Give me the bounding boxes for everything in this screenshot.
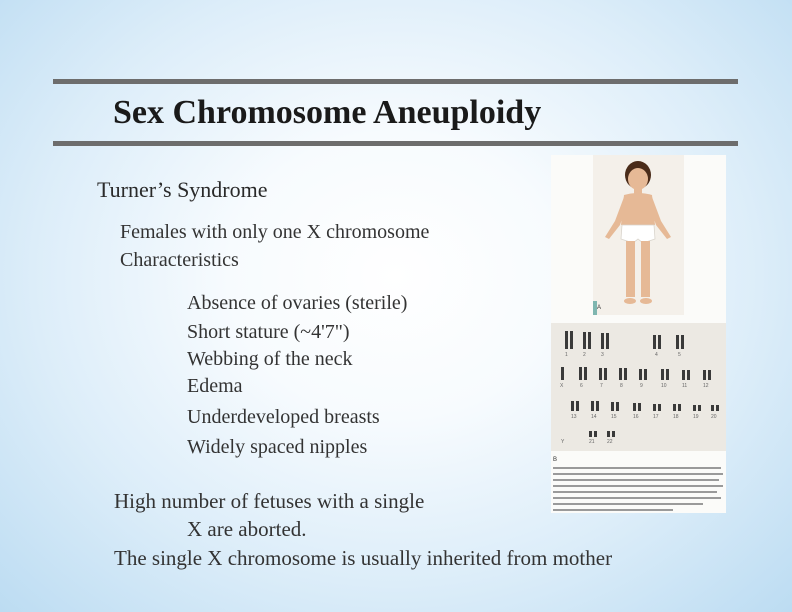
chromosome-label: 6 bbox=[580, 383, 583, 389]
caption-text-lines bbox=[551, 463, 726, 513]
chromosome-label: 12 bbox=[703, 383, 709, 389]
figure-caption bbox=[551, 455, 726, 513]
chromosome-label: 20 bbox=[711, 414, 717, 420]
chromosome-label: X bbox=[560, 383, 564, 389]
panel-a-label: A bbox=[597, 305, 602, 311]
chromosome-label: 18 bbox=[673, 414, 679, 420]
chromosome-label: 2 bbox=[583, 352, 586, 358]
title-rule-top bbox=[53, 79, 738, 84]
karyotype-image bbox=[551, 323, 726, 451]
chromosome-label: 19 bbox=[693, 414, 699, 420]
bullet-level2-1: Females with only one X chromosome bbox=[120, 221, 430, 243]
chromosome-label: 10 bbox=[661, 383, 667, 389]
chromosome-label: 9 bbox=[640, 383, 643, 389]
bullet-level2-2: Characteristics bbox=[120, 249, 239, 271]
turner-figure bbox=[551, 155, 726, 513]
chromosome-label: 4 bbox=[655, 352, 658, 358]
chromosome-label: 22 bbox=[607, 439, 613, 445]
characteristic-item: Edema bbox=[187, 375, 243, 397]
characteristic-item: Underdeveloped breasts bbox=[187, 406, 380, 428]
characteristic-item: Widely spaced nipples bbox=[187, 436, 368, 458]
panel-b-label: B bbox=[553, 457, 558, 463]
karyotype-chart bbox=[551, 323, 726, 451]
chromosome-label: 8 bbox=[620, 383, 623, 389]
chromosome-label: 11 bbox=[682, 383, 688, 389]
slide-title: Sex Chromosome Aneuploidy bbox=[113, 94, 542, 131]
characteristic-item: Webbing of the neck bbox=[187, 348, 353, 370]
patient-illustration bbox=[593, 155, 684, 315]
chromosome-label: 14 bbox=[591, 414, 597, 420]
chromosome-label: 16 bbox=[633, 414, 639, 420]
characteristic-item: Short stature (~4'7") bbox=[187, 321, 350, 343]
chromosome-label: Y bbox=[561, 439, 565, 445]
chromosome-label: 13 bbox=[571, 414, 577, 420]
note-aborted-line2: X are aborted. bbox=[187, 517, 307, 541]
section-heading: Turner’s Syndrome bbox=[97, 177, 268, 202]
chromosome-label: 1 bbox=[565, 352, 568, 358]
chromosome-label: 5 bbox=[678, 352, 681, 358]
title-rule-bottom bbox=[53, 141, 738, 146]
chromosome-label: 17 bbox=[653, 414, 659, 420]
note-inherited: The single X chromosome is usually inherited from mother bbox=[114, 546, 613, 570]
patient-photo bbox=[593, 155, 684, 315]
note-aborted-line1: High number of fetuses with a single bbox=[114, 489, 425, 513]
chromosome-label: 3 bbox=[601, 352, 604, 358]
chromosome-label: 15 bbox=[611, 414, 617, 420]
characteristic-item: Absence of ovaries (sterile) bbox=[187, 292, 408, 314]
chromosome-label: 21 bbox=[589, 439, 595, 445]
chromosome-label: 7 bbox=[600, 383, 603, 389]
